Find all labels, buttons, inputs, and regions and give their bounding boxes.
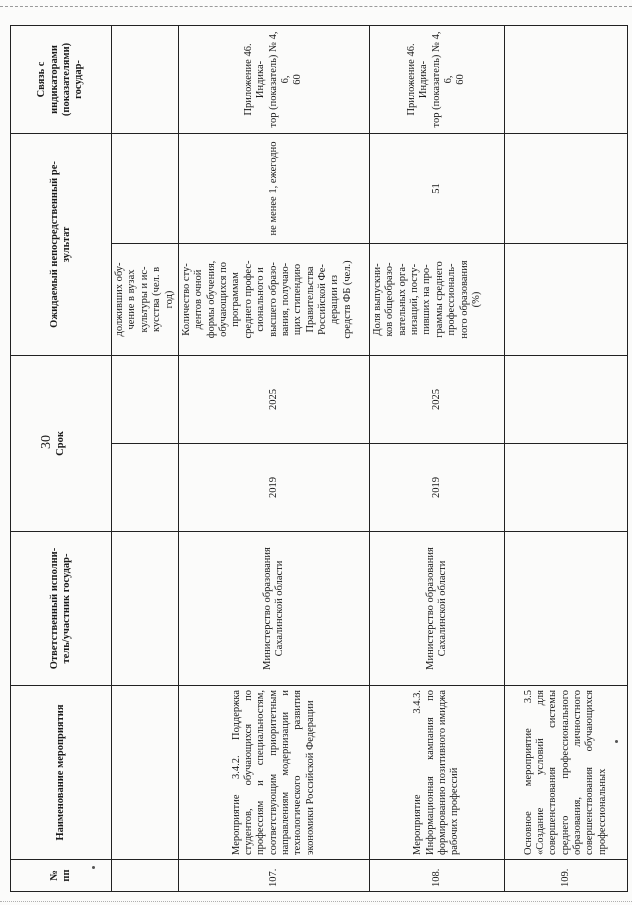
rotated-table-container [10,12,622,892]
cell-value [504,133,627,243]
cell-start-year [504,444,627,532]
cell-executor: Министерство образования Сахалинской области [369,532,504,686]
cell-link: Приложение 46. Индика- тор (показатель) № 4, 6, 60 [178,25,369,133]
cell-indicator: Доля выпускни- ков общеобразо- вательных орга- низаций, посту- пивших на про- граммы среднего профессиональ- ного образования (%) [369,243,504,355]
header-num: № пп [11,860,112,892]
table-row [178,25,369,891]
cell-executor [112,532,179,686]
cell-start-year [112,444,179,532]
cell-start-year: 2019 [369,444,504,532]
header-result: Ожидаемый непосредственный ре- зультат [11,133,112,355]
table-row [112,25,179,891]
header-term: Срок [11,355,112,531]
cell-name [112,686,179,860]
cell-value: не менее 1, ежегодно [178,133,369,243]
cell-name: Мероприятие 3.4.2. Поддержка студентов, обучающихся по профессиям и специальностям, соответствующим приоритетным направлениям модернизации и технологического развития экономики Российской Федерации [178,686,369,860]
cell-executor: Министерство образования Сахалинской области [178,532,369,686]
cell-num: 107. [178,860,369,892]
header-name: Наименование мероприятия [11,686,112,860]
table-header-row [11,25,112,891]
cell-num: 109. [504,860,627,892]
cell-end-year [112,355,179,443]
cell-end-year: 2025 [369,355,504,443]
header-link: Связь с индикаторами (показателями) государ- [11,25,112,133]
cell-indicator [504,243,627,355]
cell-num: 108. [369,860,504,892]
cell-indicator: долживших обу- чение в вузах культуры и ис- кусства (чел. в год) [112,243,179,355]
cell-num [112,860,179,892]
cell-executor [504,532,627,686]
cell-name: Мероприятие 3.4.3. Информационная кампания по формированию позитивного имиджа рабочих профессий [369,686,504,860]
measures-table [10,25,628,892]
scan-edge-top [0,6,632,7]
cell-start-year: 2019 [178,444,369,532]
cell-value: 51 [369,133,504,243]
cell-indicator: Количество сту- дентов очной формы обучения, обучающихся по программам среднего профес- сионального и высшего образо- вания, получаю- щих стипендию Правительства Российской Фе- дерации из средств ФБ (чел.) [178,243,369,355]
page-number: 30 [39,435,54,449]
header-executor: Ответственный исполни- тель/участник государ- [11,532,112,686]
scan-edge-bottom [0,901,632,902]
table-row [504,25,627,891]
table-row [369,25,504,891]
cell-end-year: 2025 [178,355,369,443]
cell-end-year [504,355,627,443]
cell-name: Основное мероприятие 3.5 «Создание условий для совершенствования системы среднего профессионального образования, личностного совершенствования обучающихся профессиональных [504,686,627,860]
cell-link [504,25,627,133]
cell-value [112,133,179,243]
cell-link [112,25,179,133]
cell-link: Приложение 46. Индика- тор (показатель) № 4, 6, 60 [369,25,504,133]
